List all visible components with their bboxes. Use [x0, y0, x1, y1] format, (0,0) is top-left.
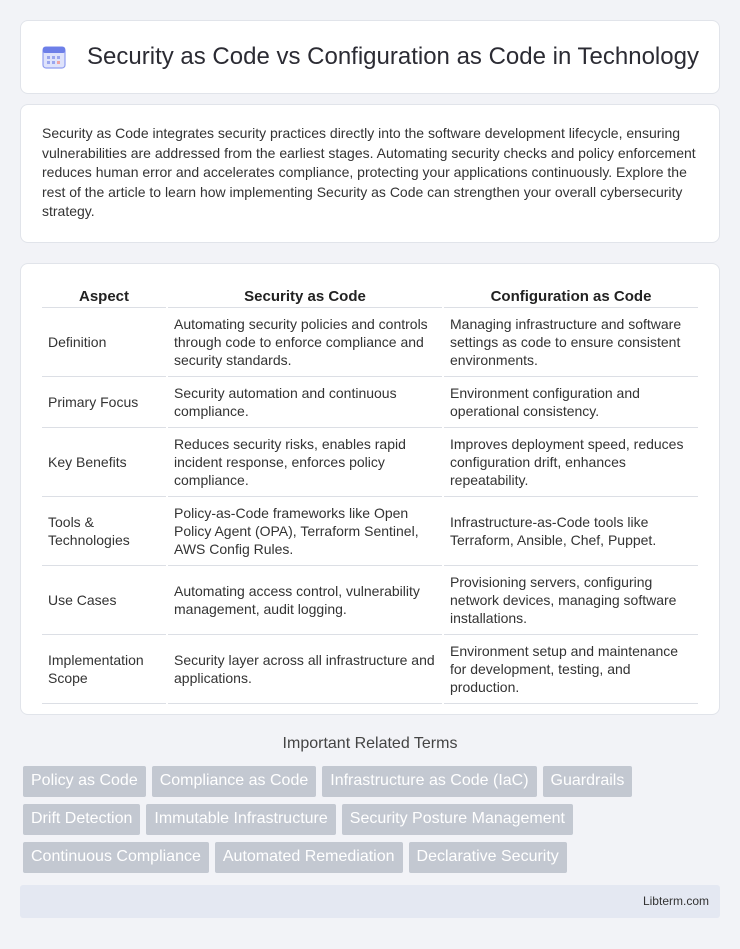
comparison-card [20, 263, 720, 715]
term-tag[interactable]: Drift Detection [23, 804, 140, 835]
footer [20, 885, 720, 918]
term-tag[interactable]: Automated Remediation [215, 842, 403, 873]
table-row [42, 428, 698, 497]
comparison-table [40, 284, 700, 704]
table-cell: Provisioning servers, configuring network devices, managing software installations. [444, 566, 698, 635]
table-cell: Tools & Technologies [42, 497, 166, 566]
column-header: Aspect [42, 284, 166, 308]
column-header: Configuration as Code [444, 284, 698, 308]
page-title: Security as Code vs Configuration as Code in Technology [87, 43, 699, 70]
table-row [42, 497, 698, 566]
term-tag[interactable]: Continuous Compliance [23, 842, 209, 873]
table-row [42, 377, 698, 428]
table-cell: Environment setup and maintenance for development, testing, and production. [444, 635, 698, 704]
footer-site-link[interactable]: Libterm.com [642, 894, 709, 908]
table-row [42, 635, 698, 704]
table-cell: Security layer across all infrastructure and applications. [168, 635, 442, 704]
table-cell: Automating access control, vulnerability management, audit logging. [168, 566, 442, 635]
table-row [42, 308, 698, 377]
table-cell: Use Cases [42, 566, 166, 635]
term-tag[interactable]: Infrastructure as Code (IaC) [322, 766, 536, 797]
table-cell: Primary Focus [42, 377, 166, 428]
table-cell: Policy-as-Code frameworks like Open Policy Agent (OPA), Terraform Sentinel, AWS Config Rules. [168, 497, 442, 566]
table-cell: Environment configuration and operational consistency. [444, 377, 698, 428]
column-header: Security as Code [168, 284, 442, 308]
term-tag[interactable]: Security Posture Management [342, 804, 573, 835]
table-cell: Automating security policies and controls through code to enforce compliance and security standards. [168, 308, 442, 377]
table-cell: Implementation Scope [42, 635, 166, 704]
table-row [42, 566, 698, 635]
intro-card [20, 104, 720, 243]
table-cell: Managing infrastructure and software settings as code to ensure consistent environments. [444, 308, 698, 377]
related-terms-list [23, 766, 723, 873]
table-cell: Reduces security risks, enables rapid incident response, enforces policy compliance. [168, 428, 442, 497]
header-card [20, 20, 720, 94]
table-cell: Improves deployment speed, reduces configuration drift, enhances repeatability. [444, 428, 698, 497]
calendar-icon [41, 44, 67, 70]
intro-text: Security as Code integrates security practices directly into the software development lifecycle, ensuring vulnerabilities are addressed from the earliest stages. Automating security checks and policy enforcement reduces human error and accelerates compliance, protecting your applications continuously. Explore the rest of the article to learn how implementing Security as Code can strengthen your overall cybersecurity strategy. [42, 125, 696, 219]
table-cell: Definition [42, 308, 166, 377]
table-header-row [42, 284, 698, 308]
table-cell: Security automation and continuous compliance. [168, 377, 442, 428]
term-tag[interactable]: Immutable Infrastructure [146, 804, 335, 835]
term-tag[interactable]: Guardrails [543, 766, 633, 797]
term-tag[interactable]: Policy as Code [23, 766, 146, 797]
table-cell: Infrastructure-as-Code tools like Terraform, Ansible, Chef, Puppet. [444, 497, 698, 566]
related-terms-title: Important Related Terms [282, 735, 458, 752]
term-tag[interactable]: Declarative Security [409, 842, 567, 873]
table-cell: Key Benefits [42, 428, 166, 497]
term-tag[interactable]: Compliance as Code [152, 766, 317, 797]
